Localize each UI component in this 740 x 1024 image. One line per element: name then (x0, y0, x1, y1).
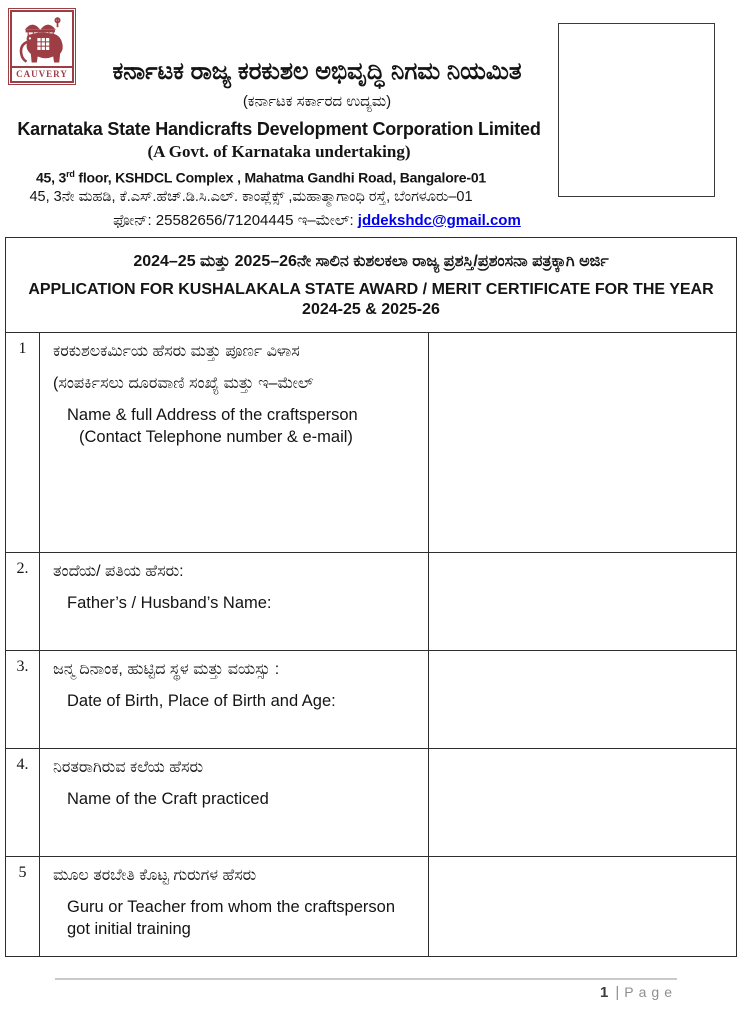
row-number: 2. (6, 553, 40, 650)
row-number: 1 (6, 333, 40, 552)
question-english-line2: (Contact Telephone number & e-mail) (79, 427, 353, 446)
question-kannada-line2: (ಸಂಪರ್ಕಿಸಲು ದೂರವಾಣಿ ಸಂಖ್ಯೆ ಮತ್ತು ಇ–ಮೇಲ್ (53, 375, 314, 393)
question-cell (40, 857, 429, 956)
answer-cell (429, 857, 736, 956)
application-title-years: 2024-25 & 2025-26 (302, 301, 440, 318)
page-footer (55, 984, 677, 1001)
address-ordinal-sup: rd (66, 169, 75, 179)
letterhead (0, 58, 558, 229)
footer-divider (55, 978, 677, 980)
page-label: Page (624, 984, 677, 1000)
table-row (6, 650, 736, 748)
question-cell (40, 553, 429, 650)
table-row (6, 333, 736, 552)
form-table (5, 237, 737, 957)
application-title-kannada: 2024–25 ಮತ್ತು 2025–26ನೇ ಸಾಲಿನ ಕುಶಲಕಲಾ ರಾಜ್ಯ ಪ್ರಶಸ್ತಿ/ಪ್ರಶಂಸನಾ ಪತ್ರಕ್ಕಾಗಿ ಅರ್ಜಿ (133, 253, 609, 270)
answer-cell (429, 749, 736, 856)
row-number: 5 (6, 857, 40, 956)
address-english-rest: floor, KSHDCL Complex , Mahatma Gandhi Road, Bangalore-01 (74, 169, 487, 186)
answer-cell (429, 651, 736, 748)
logo-wordmark: CAUVERY (12, 66, 72, 81)
page-number: 1 (600, 984, 609, 1001)
phone-email-label: ಫೋನ್: 25582656/71204445 ಇ–ಮೇಲ್: (113, 211, 354, 229)
org-subtitle-kannada: (ಕರ್ನಾಟಕ ಸರ್ಕಾರದ ಉದ್ಯಮ) (242, 93, 392, 110)
row-number: 4. (6, 749, 40, 856)
table-row (6, 856, 736, 956)
answer-cell (429, 333, 736, 552)
photo-box (558, 23, 715, 197)
question-cell (40, 749, 429, 856)
question-english: Father’s / Husband’s Name: (67, 594, 272, 613)
application-title-english: APPLICATION FOR KUSHALAKALA STATE AWARD / MERIT CERTIFICATE FOR THE YEAR (28, 281, 714, 298)
question-cell (40, 333, 429, 552)
question-kannada: ಜನ್ಮ ದಿನಾಂಕ, ಹುಟ್ಟಿದ ಸ್ಥಳ ಮತ್ತು ವಯಸ್ಸು : (53, 661, 280, 678)
row-number: 3. (6, 651, 40, 748)
question-english: Name of the Craft practiced (67, 790, 269, 809)
question-kannada: ನಿರತರಾಗಿರುವ ಕಲೆಯ ಹೆಸರು (53, 759, 204, 776)
question-english: Date of Birth, Place of Birth and Age: (67, 692, 336, 711)
address-english-prefix: 45, 3 (35, 169, 67, 186)
govt-undertaking-line: (A Govt. of Karnataka undertaking) (147, 142, 411, 161)
org-name-kannada: ಕರ್ನಾಟಕ ರಾಜ್ಯ ಕರಕುಶಲ ಅಭಿವೃದ್ಧಿ ನಿಗಮ ನಿಯಮಿತ (112, 58, 522, 85)
question-cell (40, 651, 429, 748)
address-english (0, 169, 540, 186)
table-row (6, 552, 736, 650)
application-title-block (6, 238, 736, 333)
table-row (6, 748, 736, 856)
question-kannada: ಕರಕುಶಲಕರ್ಮಿಯ ಹೆಸರು ಮತ್ತು ಪೂರ್ಣ ವಿಳಾಸ (53, 343, 300, 360)
question-english: Name & full Address of the craftsperson (67, 406, 358, 425)
footer-separator: | (615, 984, 620, 1001)
question-kannada: ಮೂಲ ತರಬೇತಿ ಕೊಟ್ಟ ಗುರುಗಳ ಹೆಸರು (53, 867, 257, 884)
answer-cell (429, 553, 736, 650)
contact-line (38, 212, 596, 229)
address-kannada: 45, 3ನೇ ಮಹಡಿ, ಕೆ.ಎಸ್.ಹೆಚ್.ಡಿ.ಸಿ.ಎಲ್. ಕಾಂಪ್ಲೆಕ್ಸ್ ,ಮಹಾತ್ಮಾಗಾಂಧಿ ರಸ್ತೆ, ಬೆಂಗಳೂರು–01 (29, 188, 473, 205)
question-kannada: ತಂದೆಯ/ ಪತಿಯ ಹೆಸರು: (53, 563, 184, 580)
org-name-english: Karnataka State Handicrafts Development Corporation Limited (17, 119, 541, 139)
email-link[interactable]: jddekshdc@gmail.com (357, 211, 521, 229)
question-english: Guru or Teacher from whom the craftsperson got initial training (67, 898, 396, 938)
